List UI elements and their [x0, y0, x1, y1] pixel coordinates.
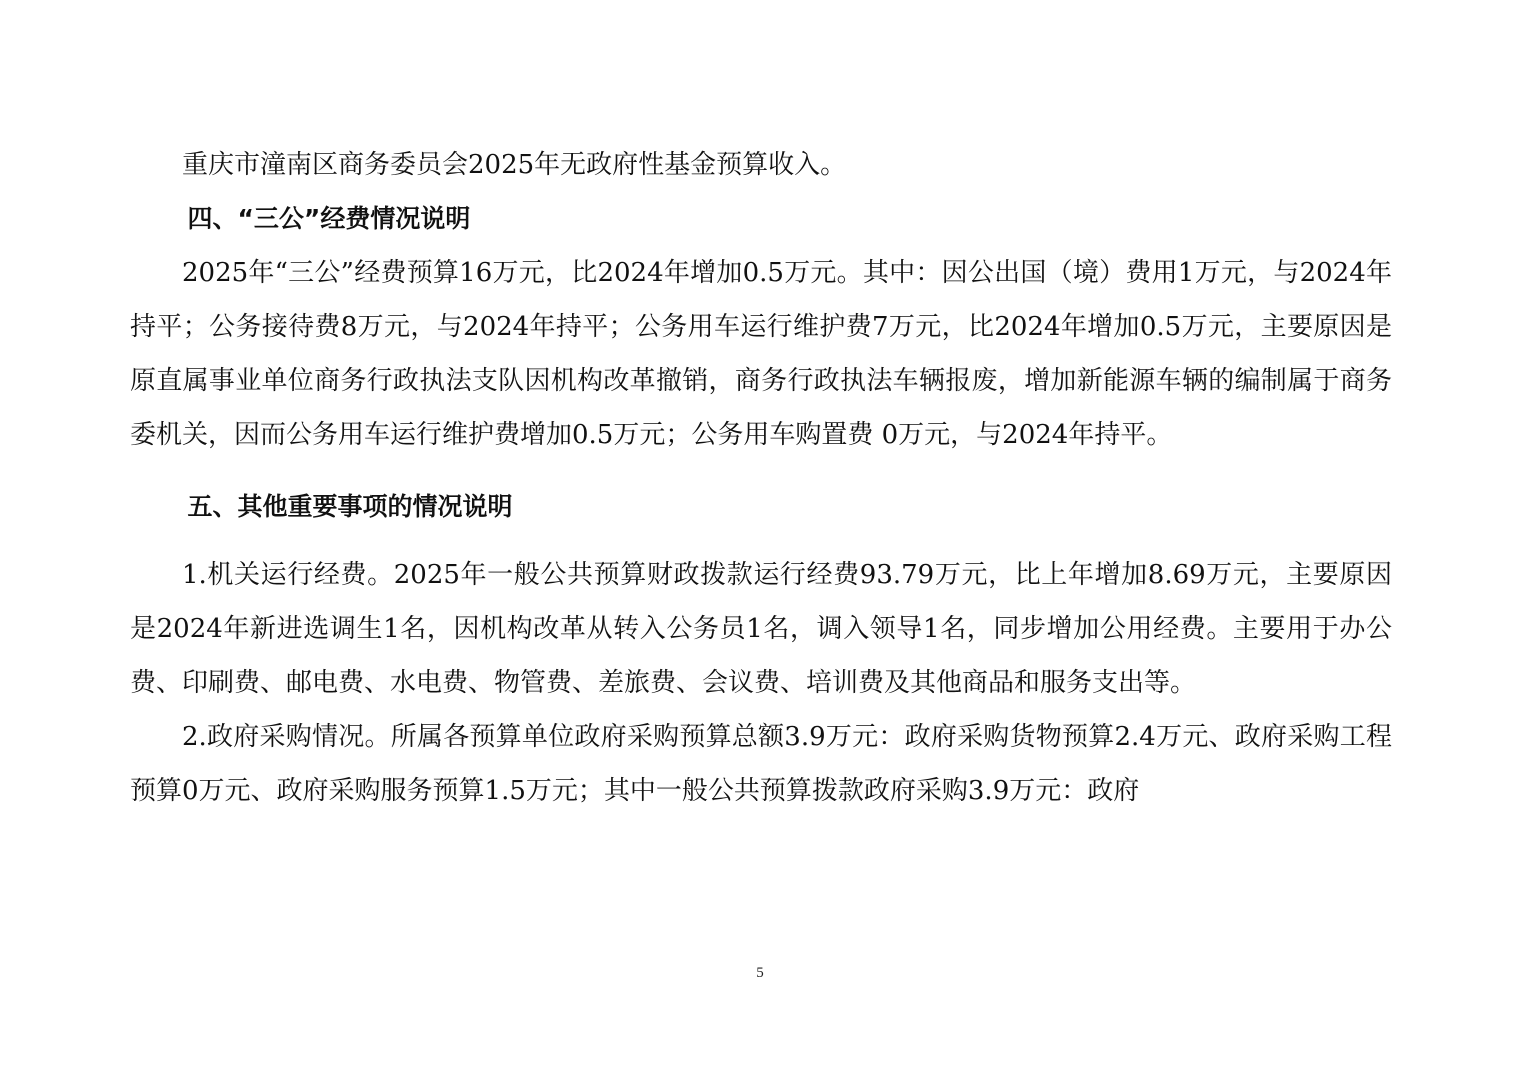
page-number: 5	[756, 965, 764, 981]
spacer	[130, 462, 1392, 480]
paragraph-government-procurement: 2.政府采购情况。所属各预算单位政府采购预算总额3.9万元：政府采购货物预算2.4万元、政府采购工程预算0万元、政府采购服务预算1.5万元；其中一般公共预算拨款政府采购3.9万元：政府	[130, 722, 1392, 806]
paragraph-three-public-expenses: 2025年“三公”经费预算16万元，比2024年增加0.5万元。其中：因公出国（境）费用1万元，与2024年持平；公务接待费8万元，与2024年持平；公务用车运行维护费7万元，比2024年增加0.5万元，主要原因是原直属事业单位商务行政执法支队因机构改革撤销，商务行政执法车辆报废，增加新能源车辆的编制属于商务委机关，因而公务用车运行维护费增加0.5万元；公务用车购置费 0万元，与2024年持平。	[130, 258, 1392, 450]
paragraph-operating-expenses: 1.机关运行经费。2025年一般公共预算财政拨款运行经费93.79万元，比上年增加8.69万元，主要原因是2024年新进选调生1名，因机构改革从转入公务员1名，调入领导1名，同步增加公用经费。主要用于办公费、印刷费、邮电费、水电费、物管费、差旅费、会议费、培训费及其他商品和服务支出等。	[130, 560, 1392, 698]
document-body	[130, 138, 1392, 818]
paragraph-fund-budget: 重庆市潼南区商务委员会2025年无政府性基金预算收入。	[182, 150, 847, 180]
spacer	[130, 534, 1392, 548]
heading-section-4: 四、“三公”经费情况说明	[187, 204, 471, 233]
heading-section-5: 五、其他重要事项的情况说明	[187, 492, 513, 521]
